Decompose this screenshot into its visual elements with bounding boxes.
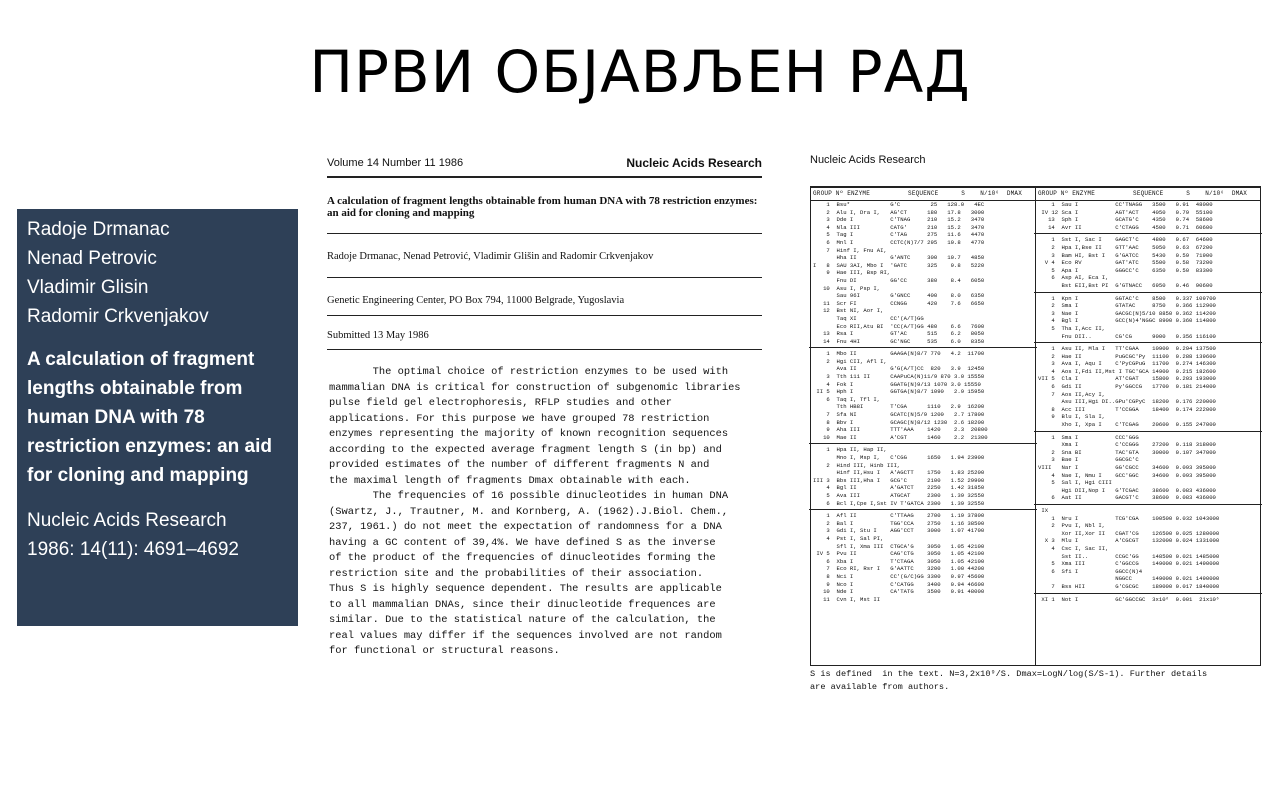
table-header: GROUP Nº ENZYME SEQUENCE S N/10⁶ DMAX: [811, 188, 1035, 201]
group-divider: [1034, 504, 1262, 505]
group-divider: [1034, 593, 1262, 594]
slide-title: ПРВИ ОБЈАВЉЕН РАД: [309, 38, 971, 106]
table-column-left: [810, 186, 1036, 666]
author-name: Vladimir Glisin: [27, 277, 149, 298]
table-rows-group-viii: 1 Sma I CCC'GGG Xma I C'CCGGG 27200 0.118 318000 2 Sna BI TAC'GTA 30000 0.107 347000 3 Bae I GGCGC'C VIII Nar I GG'CGCC 34600 0.093 395000 4 Nae I, Nmu I GCC'GGC 34600 0.093 395000 5 Sal I, Hgi CIII Hgi DII,Nop I G'TCGAC 38600 0.083 436000 6 Aat II GACGT'C 38600 0.083 436000: [1038, 433, 1216, 502]
submitted-date: Submitted 13 May 1986: [327, 330, 429, 341]
paper-affiliation: Genetic Engineering Center, PO Box 794, 11000 Belgrade, Yugoslavia: [327, 295, 625, 306]
table-rows-group-v: 1 Sst I, Sac I GAGCT'C 4800 0.67 64600 2 Hpa I,Bse II GTT'AAC 5050 0.63 67200 3 Bam HI, Bst I G'GATCC 5430 0.59 71900 V 4 Eco RV GAT'ATC 5500 0.58 73200 5 Apa I GGGCC'C 6350 0.50 83300 6 Asp AI, Eca I, Bst EII,Bst PI G'GTNACC 6950 0.46 90600: [1044, 236, 1213, 289]
divider: [327, 315, 762, 316]
enzyme-table-page: [808, 153, 1263, 698]
divider: [327, 349, 762, 350]
group-divider: [1034, 233, 1262, 234]
paper-title: A calculation of fragment lengths obtainable from human DNA with 78 restriction enzymes: an aid for cloning and mapping: [27, 349, 272, 486]
table-rows-group-iv-cont: 1 Sau I CC'TNAGG 3500 0.91 48000 IV 12 Sca I AGT'ACT 4050 0.79 55100 13 Sph I GCATG'C 4350 0.74 58600 14 Avr II C'CTAGG 4500 0.71 60600: [1041, 201, 1213, 231]
divider: [327, 233, 762, 234]
journal-citation: 1986: 14(11): 4691–4692: [27, 539, 239, 560]
header-rule: [327, 176, 762, 178]
table-rows-group-i: 1 Bsu* G'C 25 128.0 4EC 2 Alu I, Dra I, AG'CT 180 17.8 3000 3 Dde I C'TNAG 210 15.2 3470 4 Nla III CATG' 210 15.2 3470 5 Tag I C'TAG 275 11.6 4470 6 Mnl I CCTC(N)7/7 295 10.8 4770 7 Hinf I, Fnu AI, Hha II G'ANTC 300 10.7 4850 I 8 SAU 3AI, Mbo I 'GATC 325 9.8 5220 9 Hae III, Bsp RI, Fnu DI GG'CC 380 8.4 6050 10 Asu I, Psp I, Sau 96I G'GNCC 400 8.0 6350 11 Scr FI CCNGG 420 7.6 6650 12 Bst NI, Aor I, Taq XI CC'(A/T)GG Eco RII,Atu BI 'CC(A/T)GG 480 6.6 7600 13 Rsa I GT'AC 515 6.2 8050 14 Fnu 4HI GC'NGC 535 6.0 8350: [813, 201, 985, 345]
scanned-paper-page: [325, 155, 770, 685]
paper-info-box: [17, 209, 298, 626]
table-rows-group-vii: 1 Asu II, Mla I TT'CGAA 10900 0.294 137500 2 Hae II PuGCGC'Py 11100 0.288 139600 3 Ava I, Aqu I C'PyCGPuG 11700 0.274 146300 4 Aos I,Fdi II,Mst I TGC'GCA 14900 0.215 182600 VII 5 Cla I AT'CGAT 15800 0.203 193000 6 Gdi II Py'GGCCG 17700 0.181 214000 7 Aos II,Acy I, Asu III,Hgi DI..GPu'CGPyC 18200 0.176 220000 8 Acc III T'CCGGA 18400 0.174 222000 9 Blu I, Sla I, Xho I, Xpa I C'TCGAG 20600 0.155 247000: [1038, 345, 1216, 429]
divider: [327, 277, 762, 278]
table-rows-group-ii: 1 Mbo II GAAGA(N)8/7 770 4.2 11700 2 Hgi CII, Afl I, Ava II G'G(A/T)CC 820 3.9 12450 3 Tth 111 II CAAPuCA(N)11/9 870 3.0 15550 4 Fok I GGATG(N)9/13 1070 3.0 15550 II 5 Hph I GGTGA(N)8/7 1090 2.9 15950 6 Taq I, Tfl I, Tth HB8I T'CGA 1110 2.9 16200 7 Sfa NI GCATC(N)5/9 1200 2.7 17800 8 Bbv I GCAGC(N)8/12 1230 2.6 18200 9 Aha III TTT'AAA 1420 2.3 20800 10 Mae II A'CGT 1460 2.2 21300: [816, 350, 988, 441]
journal-header: Nucleic Acids Research: [626, 156, 762, 170]
group-divider: [809, 509, 1037, 510]
paper-authors: Radoje Drmanac, Nenad Petrović, Vladimir Glišin and Radomir Crkvenjakov: [327, 251, 654, 262]
group-divider: [1034, 342, 1262, 343]
journal-header: Nucleic Acids Research: [810, 154, 926, 166]
table-rows-group-iv: 1 Afl II C'TTAAG 2700 1.19 37800 2 Bal I TGG'CCA 2750 1.16 38500 3 Gdi I, Stu I AGG'CCT 3000 1.07 41700 4 Pst I, Sal PI, Sfl I, Xma III CTGCA'G 3050 1.05 42100 IV 5 Pvu II CAG'CTG 3050 1.05 42100 6 Xba I T'CTAGA 3050 1.05 42100 7 Eco RI, Rsr I G'AATTC 3200 1.00 44200 8 Nci I CC'(G/C)GG 3300 0.97 45600 9 Nco I C'CATGG 3400 0.94 46600 10 Nde I CA'TATG 3500 0.91 48000 11 Cvn I, Mst II: [816, 512, 985, 603]
enzyme-table: [810, 186, 1260, 808]
group-divider: [809, 347, 1037, 348]
table-rows-group-ix-x: IX 1 Nru I TCG'CGA 100500 0.032 1043000 2 Pvu I, Nbl I, Xor II,Xor II CGAT'CG 126500 0.025 1280000 X 3 Mlu I A'CGCGT 132000 0.024 1331000 4 Csc I, Sac II, Sst II.. CCGC'GG 148500 0.021 1485000 5 Xma III C'GGCCG 149000 0.021 1490000 6 Sfi I GGCC(N)4 NGGCC 149000 0.021 1490000 7 Bss HII G'CGCGC 189000 0.017 1840000: [1041, 506, 1220, 590]
group-divider: [1034, 292, 1262, 293]
author-name: Nenad Petrovic: [27, 248, 157, 269]
author-name: Radomir Crkvenjakov: [27, 306, 209, 327]
paper-heading: A calculation of fragment lengths obtainable from human DNA with 78 restriction enzymes: an aid for cloning and mapping: [327, 195, 758, 219]
journal-name: Nucleic Acids Research: [27, 510, 227, 531]
volume-line: Volume 14 Number 11 1986: [327, 157, 464, 169]
table-column-right: [1035, 186, 1261, 666]
abstract-text: The optimal choice of restriction enzymes to be used with mammalian DNA is critical for construction of subgenomic libraries pulse field gel electrophoresis, RFLP studies and other applications. For this purpose we have grouped 78 restriction enzymes representing the majority of known recognition sequences according to the expected average fragment length S (in bp) and provided estimates of the number of different fragments N and the maximal length of fragments Dmax obtainable with each. The frequencies of 16 possible dinucleotides in human DNA (Swartz, J., Trautner, M. and Kornberg, A. (1962).J.Biol. Chem., 237, 1961.) do not meet the expectation of randomness for a DNA having a GC content of 39,4%. We have defined S as the inverse of the product of the frequencies of dinucleotides forming the restriction site and the probabilities of their association. Thus S is highly sequence dependent. The results are applicable to all mammalian DNAs, since their dinucleotide frequences are similar. Due to the statistical nature of the calculation, the real values may differ if the sequences involved are not random for functional or structural reasons.: [329, 366, 741, 657]
group-divider: [1034, 431, 1262, 432]
table-rows-group-iii: 1 Hpa II, Hap II, Mno I, Msp I, C'CGG 1650 1.94 23900 2 Hind III, Hinb III, Hinf II,Hsu I A'AGCTT 1750 1.83 25200 III 3 Bbs III,Hha I GCG'C 2100 1.52 29900 4 Bgl II A'GATCT 2250 1.42 31850 5 Ava III ATGCAT 2300 1.39 32550 6 Bcl I,Cpe I,Sst IV T'GATCA 2300 1.39 32550: [813, 446, 985, 507]
table-rows-group-xi: XI 1 Not I GC'GGCCGC 3x10⁶ 0.001 21x10⁶: [1038, 595, 1220, 603]
table-header: GROUP Nº ENZYME SEQUENCE S N/10⁶ DMAX: [1036, 188, 1260, 201]
group-divider: [809, 443, 1037, 444]
table-rows-group-vi: 1 Kpn I GGTAC'C 8500 0.337 109700 2 Sma I GTATAC 8750 0.366 112900 3 Nae I GACGC(N)5/10 8850 0.362 114200 4 Bgl I GCC(N)4'NGGC 8900 0.360 114800 5 Tha I,Acc II, Fnu DII.. CG'CG 9000 0.356 116100: [1051, 294, 1216, 340]
author-name: Radoje Drmanac: [27, 219, 170, 240]
table-footnote: S is defined in the text. N=3,2x10⁹/S. Dmax=LogN/log(S/S-1). Further details are available from authors.: [810, 669, 1208, 692]
